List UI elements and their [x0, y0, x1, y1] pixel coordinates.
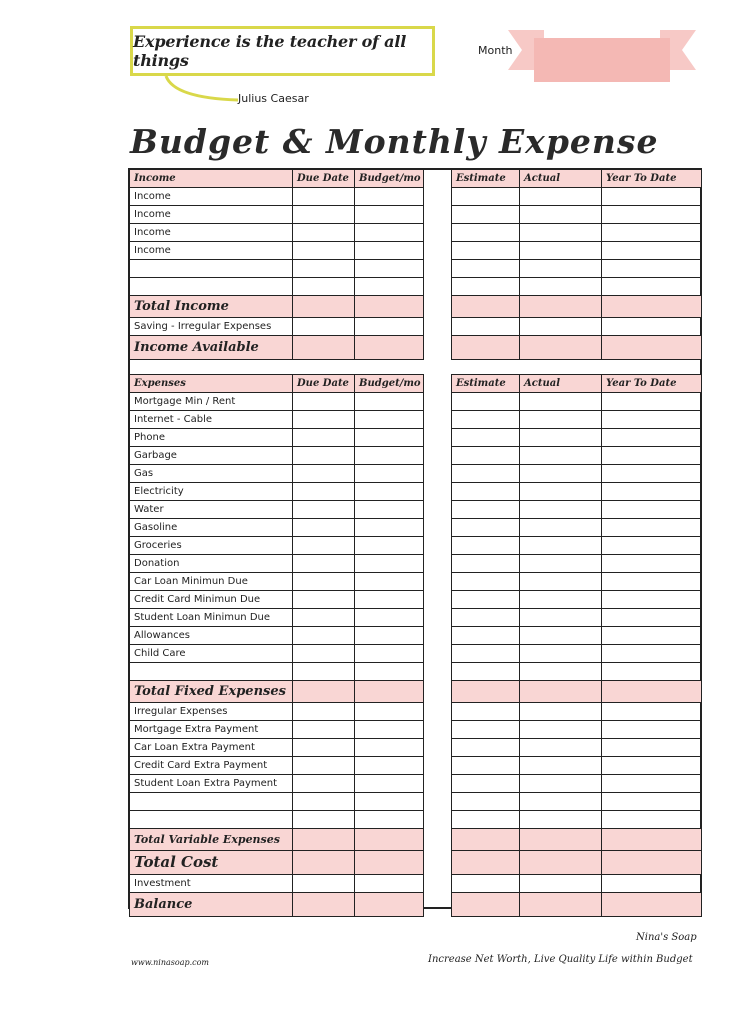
- budget-header: Budget/mo: [355, 375, 424, 393]
- expense-table-right: [451, 374, 702, 917]
- expense-row-label: Mortgage Min / Rent: [130, 393, 293, 411]
- quote-text: Experience is the teacher of all things: [133, 32, 407, 70]
- expense-row-label: Child Care: [130, 645, 293, 663]
- expense-table-left: [129, 374, 424, 917]
- expense-row-label: Gasoline: [130, 519, 293, 537]
- footer-tagline: Increase Net Worth, Live Quality Life within Budget: [428, 954, 693, 965]
- expense-row-label: Mortgage Extra Payment: [130, 721, 293, 739]
- footer-url[interactable]: www.ninasoap.com: [131, 958, 210, 967]
- expense-row-label: Student Loan Extra Payment: [130, 775, 293, 793]
- income-row-label: [130, 260, 293, 278]
- expense-row-label: Irregular Expenses: [130, 703, 293, 721]
- income-row-label: [130, 278, 293, 296]
- expense-row-label: Allowances: [130, 627, 293, 645]
- estimate-header: Estimate: [452, 375, 520, 393]
- expense-row-label: Donation: [130, 555, 293, 573]
- expense-row-label: Internet - Cable: [130, 411, 293, 429]
- footer-brand: Nina's Soap: [636, 932, 697, 943]
- quote-pointer: [160, 74, 240, 104]
- total-income-label: Total Income: [130, 296, 293, 318]
- expense-row-label: [130, 793, 293, 811]
- expense-row-label: Car Loan Minimun Due: [130, 573, 293, 591]
- total-fixed-label: Total Fixed Expenses: [130, 681, 293, 703]
- expense-row-label: Student Loan Minimun Due: [130, 609, 293, 627]
- expense-row-label: [130, 663, 293, 681]
- balance-label: Balance: [130, 893, 293, 917]
- expense-row-label: Garbage: [130, 447, 293, 465]
- expense-row-label: Electricity: [130, 483, 293, 501]
- saving-label: Saving - Irregular Expenses: [130, 318, 293, 336]
- income-available-label: Income Available: [130, 336, 293, 360]
- expense-row-label: Groceries: [130, 537, 293, 555]
- expense-row-label: Credit Card Extra Payment: [130, 757, 293, 775]
- expense-row-label: Phone: [130, 429, 293, 447]
- month-banner[interactable]: [508, 26, 696, 84]
- income-table-left: [129, 169, 424, 360]
- expenses-header: Expenses: [130, 375, 293, 393]
- page-title: Budget & Monthly Expense: [130, 122, 659, 161]
- income-table-right: [451, 169, 702, 360]
- income-row-label: Income: [130, 206, 293, 224]
- quote-author: Julius Caesar: [238, 92, 309, 105]
- total-variable-label: Total Variable Expenses: [130, 829, 293, 851]
- due-date-header: Due Date: [293, 375, 355, 393]
- actual-header: Actual: [520, 375, 602, 393]
- total-cost-label: Total Cost: [130, 851, 293, 875]
- expense-row-label: Gas: [130, 465, 293, 483]
- actual-header: Actual: [520, 170, 602, 188]
- income-row-label: Income: [130, 188, 293, 206]
- estimate-header: Estimate: [452, 170, 520, 188]
- expense-row-label: Water: [130, 501, 293, 519]
- month-label: Month: [478, 44, 513, 57]
- income-row-label: Income: [130, 224, 293, 242]
- budget-header: Budget/mo: [355, 170, 424, 188]
- income-row-label: Income: [130, 242, 293, 260]
- ytd-header: Year To Date: [602, 170, 702, 188]
- quote-box: [130, 26, 435, 76]
- due-date-header: Due Date: [293, 170, 355, 188]
- expense-row-label: [130, 811, 293, 829]
- income-header: Income: [130, 170, 293, 188]
- expense-row-label: Credit Card Minimun Due: [130, 591, 293, 609]
- expense-row-label: Car Loan Extra Payment: [130, 739, 293, 757]
- ytd-header: Year To Date: [602, 375, 702, 393]
- investment-label: Investment: [130, 875, 293, 893]
